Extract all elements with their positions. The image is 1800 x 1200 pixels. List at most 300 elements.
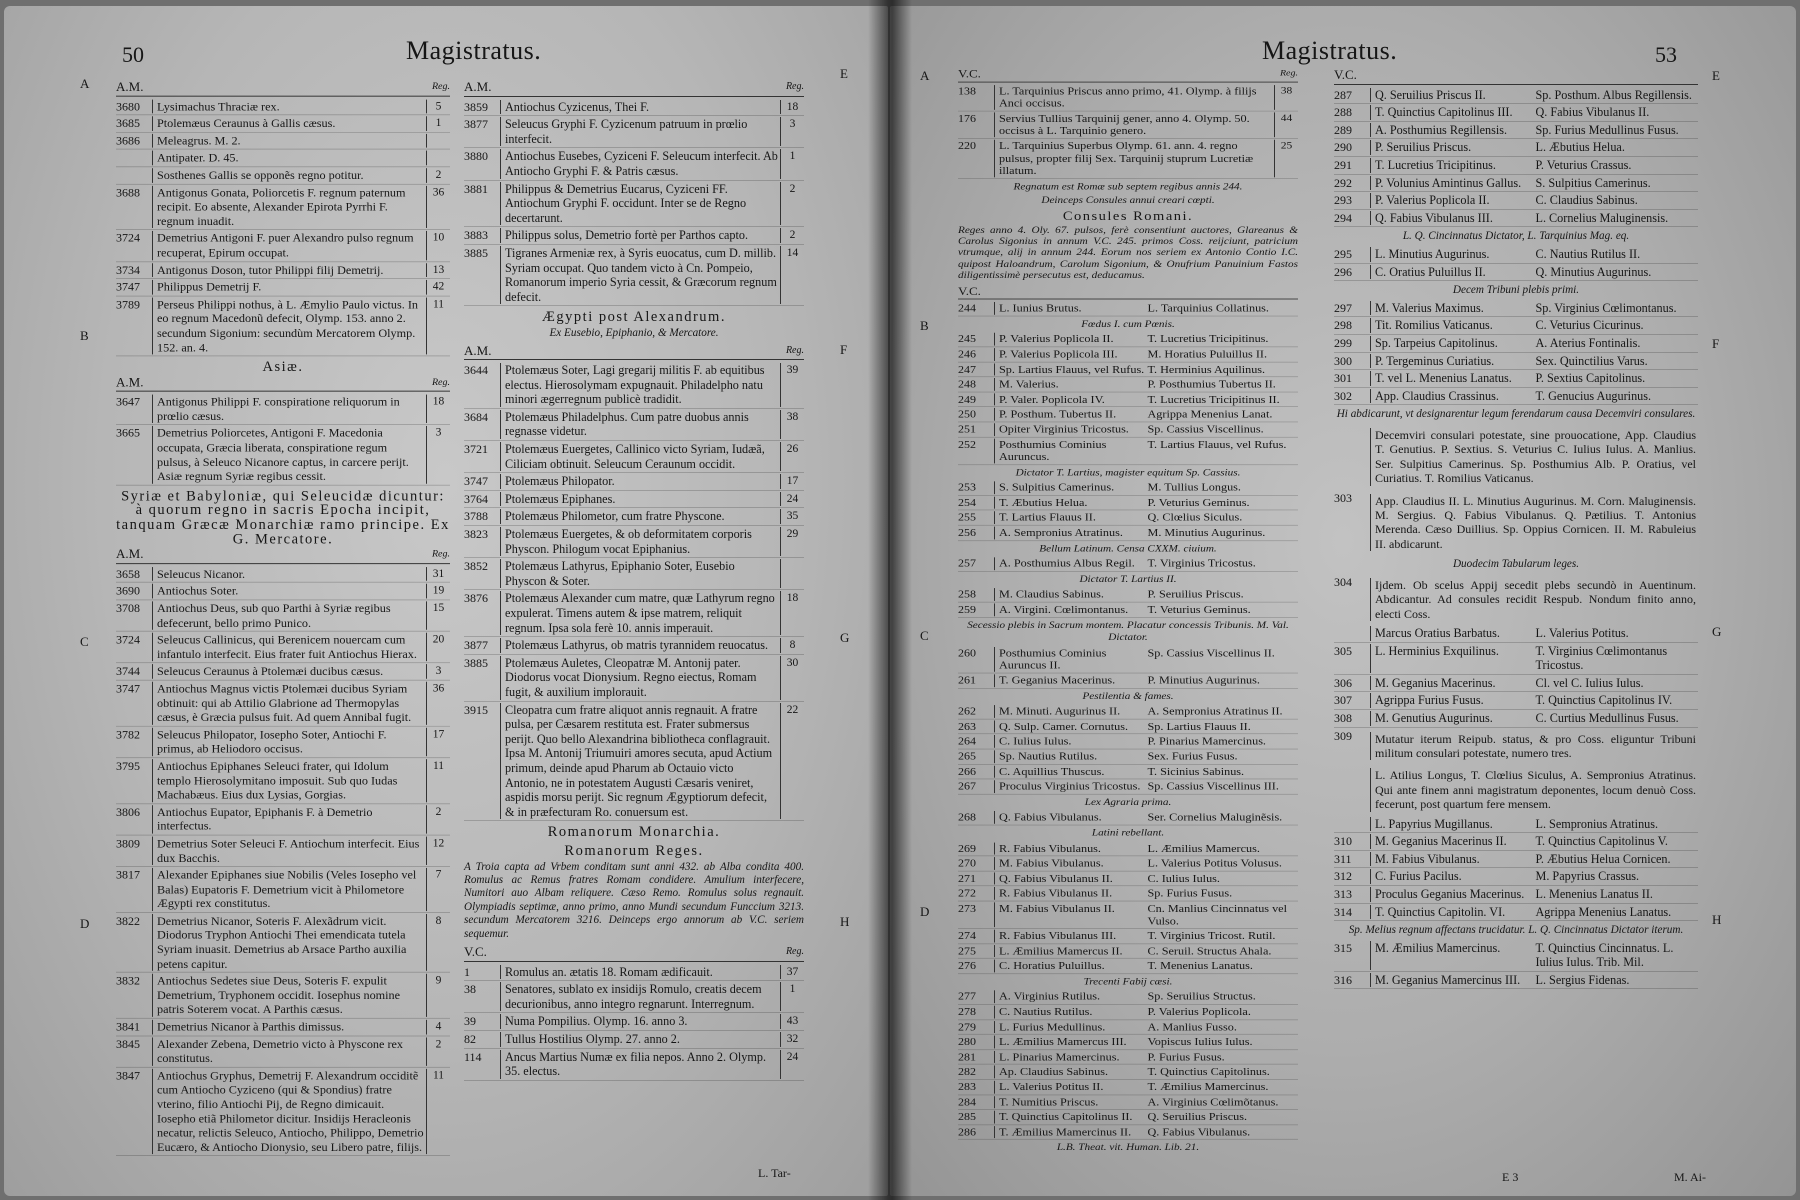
- year-cell: 3644: [464, 363, 488, 378]
- table-row: [116, 835, 450, 867]
- right-column-1: [958, 68, 1298, 1156]
- consul-pair: [1370, 941, 1698, 970]
- consul-pair: [994, 857, 1298, 869]
- year-cell: 297: [1334, 300, 1352, 315]
- table-header: [116, 376, 450, 392]
- consul-b: L. Cornelius Maluginensis.: [1535, 210, 1669, 225]
- consul-row: [958, 407, 1298, 422]
- consul-b: C. Curtius Medullinus Fusus.: [1535, 710, 1679, 725]
- reign-years: 25: [1274, 140, 1298, 177]
- entry-text: Ptolemæus Auletes, Cleopatræ M. Antonij pater. Diodorus vocat Dionysium. Regno eiectus, Romam fugit, & auxilium implorauit.: [500, 656, 780, 700]
- consul-pair: [994, 423, 1298, 435]
- centred-remark: Trecenti Fabij cæsi.: [1083, 976, 1173, 987]
- consul-a: Q. Fabius Vibulanus.: [999, 811, 1102, 824]
- consul-pair: [994, 872, 1298, 884]
- year-cell: [1334, 765, 1370, 814]
- footnote: L.B. Theat. vit. Human. Lib. 21.: [1056, 1142, 1200, 1153]
- year-cell: 312: [1334, 869, 1352, 884]
- entry-text: Alexander Zebena, Demetrio victo à Physcone rex constitutus.: [152, 1037, 426, 1066]
- consul-b: T. Lartius Flauus, vel Rufus.: [1147, 438, 1287, 451]
- consul-row: [1334, 868, 1698, 886]
- margin-letter: D: [920, 904, 930, 919]
- consul-row: [958, 704, 1298, 719]
- table-row: [116, 973, 450, 1019]
- consul-row: [958, 332, 1298, 347]
- consul-a: T. Geganius Macerinus.: [999, 674, 1116, 687]
- consul-pair: [1370, 88, 1698, 103]
- consul-pair: [994, 902, 1298, 927]
- reign-label: Reg.: [431, 80, 450, 92]
- reign-label: Reg.: [431, 376, 450, 388]
- margin-letter: A: [80, 76, 90, 91]
- consul-b: M. Tullius Longus.: [1147, 481, 1241, 494]
- reign-years: 22: [780, 703, 804, 820]
- consul-pair: [1370, 905, 1698, 920]
- consul-b: Q. Seruilius Priscus.: [1147, 1110, 1248, 1123]
- reign-years: 36: [426, 682, 450, 725]
- catchword: M. Ai-: [1674, 1170, 1707, 1184]
- consul-a: C. Furius Pacilus.: [1375, 869, 1462, 884]
- consul-b: T. Virginius Cœlimontanus Tricostus.: [1535, 643, 1668, 673]
- year-cell: 298: [1334, 318, 1352, 333]
- consul-row: [1334, 940, 1698, 972]
- reign-years: 36: [426, 185, 450, 228]
- table-row: [116, 758, 450, 804]
- table-row: [464, 491, 804, 509]
- consul-row: [958, 780, 1298, 795]
- reign-years: 12: [426, 836, 450, 865]
- reign-years: 18: [426, 395, 450, 424]
- centred-remark: Duodecim Tabularum leges.: [1452, 558, 1580, 571]
- consul-b: C. Claudius Sabinus.: [1535, 193, 1638, 208]
- table-row: [464, 1013, 804, 1031]
- consul-a: L. Furius Medullinus.: [999, 1020, 1106, 1033]
- centred-remark: Hi abdicarunt, vt designarentur legum ferendarum causa Decemviri consulares.: [1336, 408, 1696, 421]
- consul-a: M. Geganius Macerinus.: [1375, 675, 1496, 690]
- consul-a: T. Lucretius Tricipitinus.: [1375, 157, 1496, 172]
- consul-pair: [994, 1126, 1298, 1138]
- year-cell: 281: [958, 1050, 976, 1063]
- prose-entry: [1334, 728, 1698, 765]
- year-cell: 307: [1334, 693, 1352, 708]
- reign-years: 30: [780, 656, 804, 700]
- table-row: [116, 1019, 450, 1036]
- consul-b: L. Menenius Lanatus II.: [1535, 886, 1653, 901]
- entry-text: Philippus Demetrij F.: [152, 280, 426, 294]
- consul-a: L. Minutius Augurinus.: [1375, 246, 1490, 261]
- entry-text: Antipater. D. 45.: [152, 151, 426, 165]
- year-cell: 3822: [116, 913, 140, 928]
- year-cell: 3859: [464, 99, 488, 114]
- consul-row: [958, 496, 1298, 511]
- table-row: [464, 409, 804, 441]
- year-cell: 296: [1334, 264, 1352, 279]
- consul-row: [1334, 353, 1698, 371]
- consul-a: Sp. Nautius Rutilus.: [999, 750, 1098, 763]
- reign-years: 4: [426, 1020, 450, 1034]
- consul-b: A. Sempronius Atratinus II.: [1147, 705, 1283, 718]
- consul-b: P. Posthumius Tubertus II.: [1147, 378, 1276, 391]
- consul-row: [1334, 104, 1698, 122]
- year-cell: 249: [958, 393, 976, 406]
- year-cell: [116, 168, 152, 182]
- reign-years: 3: [780, 117, 804, 146]
- consul-a: C. Horatius Puluillus.: [999, 959, 1105, 972]
- consul-pair: [994, 393, 1298, 405]
- entry-text: Meleagrus. M. 2.: [152, 134, 426, 148]
- centred-remark: Deinceps Consules annui creari cœpti.: [1041, 195, 1215, 206]
- consul-a: Proculus Geganius Macerinus.: [1375, 886, 1525, 901]
- consul-pair: [1370, 834, 1698, 849]
- consul-row: [1334, 886, 1698, 904]
- consul-pair: [994, 887, 1298, 899]
- table-row: [958, 111, 1298, 138]
- consul-row: [1334, 175, 1698, 193]
- right-page: [890, 6, 1796, 1196]
- consul-pair: [994, 960, 1298, 972]
- consul-a: Q. Fabius Vibulanus II.: [999, 872, 1113, 885]
- year-cell: 3832: [116, 974, 140, 988]
- consul-a: Sp. Lartius Flauus, vel Rufus.: [999, 363, 1145, 376]
- consul-a: T. Quinctius Capitolin. VI.: [1375, 904, 1506, 919]
- consul-a: C. Iulius Iulus.: [999, 735, 1072, 748]
- consul-row: [958, 734, 1298, 749]
- table-header: [116, 80, 450, 96]
- reign-years: 2: [426, 1037, 450, 1066]
- consul-b: T. Quinctius Capitolinus IV.: [1535, 693, 1673, 708]
- year-cell: 274: [958, 929, 976, 942]
- entry-text: Antiochus Magnus victis Ptolemæi ducibus Syriam obtinuit: qui ab Attilio Glabrione ad Thermopylas cæsus, è Græcia pulsus fuit. Ad quem Annibal fugit.: [152, 682, 426, 725]
- consul-b: P. Sextius Capitolinus.: [1535, 371, 1646, 386]
- consul-pair: [994, 765, 1298, 777]
- consul-pair: [994, 302, 1298, 314]
- consul-a: P. Valerius Poplicola II.: [999, 333, 1114, 345]
- reign-years: 44: [1274, 112, 1298, 137]
- consul-row: [958, 841, 1298, 856]
- consul-row: [1334, 904, 1698, 922]
- reign-years: 2: [426, 168, 450, 182]
- table-row: [464, 116, 804, 148]
- margin-letter: H: [1712, 912, 1722, 927]
- consul-a: L. Herminius Exquilinus.: [1375, 643, 1499, 658]
- year-cell: 248: [958, 378, 976, 391]
- year-cell: 264: [958, 735, 976, 748]
- reign-years: 29: [780, 527, 804, 556]
- consul-b: A. Manlius Fusso.: [1147, 1020, 1237, 1033]
- year-cell: 176: [958, 112, 976, 125]
- year-cell: 3686: [116, 133, 140, 148]
- consul-row: [1334, 625, 1698, 643]
- entry-text: Servius Tullius Tarquinij gener, anno 4. Olymp. 50. occisus à L. Tarquinio genero.: [994, 112, 1274, 137]
- consul-row: [958, 481, 1298, 496]
- consul-a: M. Valerius.: [999, 378, 1059, 391]
- consul-row: [958, 392, 1298, 407]
- consul-a: Agrippa Furius Fusus.: [1375, 693, 1484, 708]
- entry-text: Antigonus Gonata, Poliorcetis F. regnum paternum recipit. Eo absente, Alexander Epirota Pyrrhi F. regnum inuadit.: [152, 185, 426, 228]
- consul-pair: [1370, 211, 1698, 226]
- consul-pair: [994, 482, 1298, 494]
- entry-text: Tullus Hostilius Olymp. 27. anno 2.: [500, 1032, 780, 1047]
- reign-label: Reg.: [1279, 68, 1298, 79]
- consul-a: P. Valer. Poplicola IV.: [999, 393, 1105, 406]
- consul-row: [1334, 370, 1698, 388]
- section-heading: Syriæ et Babyloniæ, qui Seleucidæ dicuntur: à quorum regno in sacris Epocha incipit, tanquam Græcæ Monarchiæ ramo principe. Ex G. Mercatore.: [116, 488, 450, 548]
- reign-years: 13: [426, 263, 450, 277]
- consul-pair: [994, 512, 1298, 524]
- prose-text: Decemviri consulari potestate, sine prouocatione, App. Claudius T. Genutius. P. Sextius. S. Veturius C. Iulius Iulus. A. Manlius. Ser. Sulpitius Camerinus. Sp. Posthumius Alb. P. Oratius, vel Curiatius. T. Romilius Vaticanus.: [1370, 428, 1698, 486]
- consul-a: P. Valerius Poplicola III.: [999, 348, 1118, 361]
- year-cell: 3724: [116, 632, 140, 647]
- year-cell: 38: [464, 982, 476, 997]
- consul-row: [1334, 300, 1698, 318]
- consul-pair: [994, 705, 1298, 717]
- year-cell: 280: [958, 1035, 976, 1048]
- year-cell: 244: [958, 302, 976, 315]
- consul-a: M. Minuti. Augurinus II.: [999, 705, 1121, 718]
- consul-row: [1334, 833, 1698, 851]
- consul-b: L. Valerius Potitus Volusus.: [1147, 857, 1282, 870]
- consul-a: M. Fabius Vibulanus.: [999, 857, 1104, 870]
- consul-a: M. Genutius Augurinus.: [1375, 710, 1493, 725]
- table-row: [464, 181, 804, 228]
- consul-pair: [994, 1036, 1298, 1048]
- prose-entry: [1334, 764, 1698, 815]
- year-cell: 3883: [464, 228, 488, 243]
- year-cell: 3782: [116, 727, 140, 742]
- reign-years: 7: [426, 868, 450, 911]
- consul-a: A. Posthumius Albus Regil.: [999, 557, 1135, 570]
- consul-a: Ap. Claudius Sabinus.: [999, 1065, 1109, 1078]
- right-column-2: [1334, 68, 1698, 989]
- consul-row: [958, 437, 1298, 464]
- year-cell: 270: [958, 857, 976, 870]
- entry-text: Seleucus Gryphi F. Cyzicenum patruum in prœlio interfecit.: [500, 117, 780, 146]
- prose-text: Mutatur iterum Reipub. status, & pro Coss. eliguntur Tribuni militum consulari potestate, numero tres.: [1370, 732, 1698, 761]
- table-row: [464, 245, 804, 306]
- table-row: [958, 139, 1298, 179]
- year-cell: 279: [958, 1020, 976, 1033]
- era-label: V.C.: [958, 284, 981, 298]
- reign-years: 31: [426, 567, 450, 581]
- reign-years: 11: [426, 297, 450, 354]
- reign-years: 24: [780, 1050, 804, 1079]
- entry-text: Alexander Epiphanes siue Nobilis (Veles Iosepho vel Balas) Eupatoris F. Demetrium vicit à Philometore Ægypti rex constitutus.: [152, 868, 426, 911]
- consul-pair: [994, 1096, 1298, 1108]
- consul-b: Sp. Cassius Viscellinus II.: [1147, 646, 1275, 659]
- consul-row: [1334, 710, 1698, 728]
- year-cell: 267: [958, 780, 976, 793]
- entry-text: Antiochus Soter.: [152, 584, 426, 598]
- consul-a: P. Volunius Amintinus Gallus.: [1375, 175, 1522, 190]
- year-cell: 247: [958, 363, 976, 376]
- consul-pair: [994, 945, 1298, 957]
- table-header: [1334, 68, 1698, 85]
- consul-b: Ser. Cornelius Maluginẽsis.: [1147, 811, 1283, 824]
- consul-a: Opiter Virginius Tricostus.: [999, 423, 1129, 436]
- consul-pair: [994, 1081, 1298, 1093]
- year-cell: 3690: [116, 584, 140, 598]
- era-label: A.M.: [116, 546, 144, 562]
- consul-b: Vopiscus Iulius Iulus.: [1147, 1035, 1253, 1048]
- consul-a: T. Quinctius Capitolinus III.: [1375, 105, 1513, 120]
- prose-entry: [1334, 574, 1698, 625]
- consul-pair: [1370, 318, 1698, 333]
- year-cell: 246: [958, 348, 976, 361]
- reign-years: 5: [426, 99, 450, 113]
- left-column-2: [464, 80, 804, 1081]
- consul-row: [958, 886, 1298, 901]
- signature-mark: E 3: [1502, 1170, 1519, 1184]
- consul-pair: [1370, 887, 1698, 902]
- consul-pair: [994, 408, 1298, 420]
- consul-row: [958, 588, 1298, 603]
- consul-row: [958, 301, 1298, 316]
- year-cell: [1334, 817, 1370, 832]
- consul-row: [1334, 192, 1698, 210]
- year-cell: 245: [958, 333, 976, 345]
- reign-years: 39: [780, 363, 804, 407]
- year-cell: 138: [958, 84, 976, 97]
- year-cell: 316: [1334, 972, 1352, 987]
- consul-pair: [1370, 371, 1698, 386]
- margin-letter: B: [920, 318, 929, 333]
- consul-pair: [1370, 354, 1698, 369]
- era-label: V.C.: [1334, 67, 1357, 82]
- consul-row: [1334, 87, 1698, 105]
- consul-row: [958, 422, 1298, 437]
- consul-row: [1334, 317, 1698, 335]
- table-row: [116, 133, 450, 150]
- consul-pair: [994, 333, 1298, 345]
- year-cell: 220: [958, 139, 976, 152]
- entry-text: Tigranes Armeniæ rex, à Syris euocatus, cum D. millib. Syriam occupat. Quo tandem victo à Cn. Pompeio, Romanorum imperio Syria cessit, & Græcorum regnum defecit.: [500, 246, 780, 304]
- section-heading: Asiæ.: [262, 359, 304, 376]
- consul-a: L. Æmilius Mamercus II.: [999, 944, 1123, 957]
- consul-a: S. Sulpitius Camerinus.: [999, 481, 1115, 494]
- year-cell: 283: [958, 1080, 976, 1093]
- entry-text: Ptolemæus Philometor, cum fratre Physcone.: [500, 509, 780, 524]
- consul-pair: [994, 1021, 1298, 1033]
- entry-text: Senatores, sublato ex insidijs Romulo, creatis decem decurionibus, anno integro regnarunt. Interregnum.: [500, 982, 780, 1011]
- consul-row: [958, 1050, 1298, 1065]
- margin-letter: G: [840, 630, 850, 645]
- consul-b: T. Virginius Tricost. Rutil.: [1147, 929, 1276, 942]
- year-cell: 305: [1334, 643, 1352, 658]
- year-cell: 315: [1334, 940, 1352, 955]
- consul-b: P. Veturius Crassus.: [1535, 157, 1632, 172]
- table-row: [464, 558, 804, 590]
- year-cell: 313: [1334, 886, 1352, 901]
- consul-a: M. Æmilius Mamercinus.: [1375, 940, 1501, 955]
- consul-pair: [994, 348, 1298, 360]
- year-cell: 289: [1334, 122, 1352, 137]
- entry-text: Ancus Martius Numæ ex filia nepos. Anno 2. Olymp. 35. electus.: [500, 1050, 780, 1079]
- centred-remark: Fœdus I. cum Pœnis.: [1081, 318, 1175, 330]
- table-row: [958, 84, 1298, 111]
- table-row: [464, 702, 804, 822]
- consul-row: [1334, 692, 1698, 710]
- reign-label: Reg.: [785, 344, 804, 356]
- year-cell: [1334, 626, 1370, 641]
- consul-a: Q. Seruilius Priscus II.: [1375, 87, 1486, 102]
- consul-pair: [994, 527, 1298, 539]
- year-cell: 3721: [464, 442, 488, 457]
- reign-years: 1: [426, 116, 450, 130]
- reign-years: 3: [426, 426, 450, 483]
- reign-years: [426, 151, 450, 165]
- consul-a: P. Tergeminus Curiatius.: [1375, 353, 1495, 368]
- reign-years: 2: [780, 182, 804, 226]
- consul-row: [958, 1020, 1298, 1035]
- consul-a: T. Æbutius Helua.: [999, 496, 1088, 509]
- centred-remark: L. Q. Cincinnatus Dictator, L. Tarquinius Mag. eq.: [1402, 230, 1630, 243]
- year-cell: 311: [1334, 851, 1352, 866]
- consul-row: [958, 377, 1298, 392]
- left-running-head: Magistratus.: [406, 36, 542, 65]
- table-row: [464, 227, 804, 245]
- table-row: [116, 296, 450, 356]
- year-cell: 306: [1334, 675, 1352, 690]
- catchword: L. Tar-: [758, 1166, 791, 1180]
- year-cell: 282: [958, 1065, 976, 1078]
- year-cell: 291: [1334, 157, 1352, 172]
- year-cell: 255: [958, 511, 976, 524]
- consul-a: R. Fabius Vibulanus II.: [999, 887, 1113, 900]
- year-cell: 3680: [116, 99, 140, 113]
- table-row: [464, 526, 804, 558]
- consul-pair: [1370, 817, 1698, 832]
- consul-b: T. Veturius Geminus.: [1147, 603, 1251, 616]
- centred-remark: Dictator T. Lartius, magister equitum Sp. Cassius.: [1015, 467, 1241, 478]
- consul-b: Sp. Furius Medullinus Fusus.: [1535, 122, 1679, 137]
- consul-pair: [994, 647, 1298, 672]
- year-cell: 3915: [464, 702, 488, 717]
- entry-text: Demetrius Soter Seleuci F. Antiochum interfecit. Eius dux Bacchis.: [152, 836, 426, 865]
- entry-text: Ptolemæus Lathyrus, ob matris tyrannidem reuocatus.: [500, 638, 780, 653]
- reign-years: 35: [780, 509, 804, 524]
- entry-text: L. Tarquinius Priscus anno primo, 41. Olymp. à filijs Anci occisus.: [994, 85, 1274, 110]
- consul-pair: [1370, 247, 1698, 262]
- consul-b: Sp. Posthum. Albus Regillensis.: [1535, 87, 1692, 102]
- consul-a: M. Fabius Vibulanus II.: [999, 902, 1115, 915]
- consul-row: [958, 944, 1298, 959]
- consul-pair: [1370, 693, 1698, 708]
- consul-b: Cl. vel C. Iulius Iulus.: [1535, 675, 1644, 690]
- consul-pair: [1370, 265, 1698, 280]
- table-row: [464, 148, 804, 180]
- reign-years: 2: [426, 805, 450, 834]
- consul-pair: [1370, 644, 1698, 673]
- consul-pair: [1370, 158, 1698, 173]
- consul-a: L. Pinarius Mamercinus.: [999, 1050, 1120, 1063]
- year-cell: 251: [958, 423, 976, 436]
- reign-years: 8: [780, 638, 804, 653]
- section-heading: Romanorum Reges.: [564, 842, 704, 859]
- year-cell: 3764: [464, 491, 488, 506]
- table-row: [116, 600, 450, 632]
- table-row: [464, 964, 804, 982]
- entry-text: Antiochus Cyzicenus, Thei F.: [500, 100, 780, 115]
- consul-row: [958, 646, 1298, 673]
- consul-row: [1334, 972, 1698, 990]
- entry-text: Seleucus Callinicus, qui Berenicem nouercam cum infantulo interfecit. Eius frater fuit Antiochus Hierax.: [152, 633, 426, 662]
- era-label: A.M.: [464, 342, 492, 358]
- year-cell: 295: [1334, 246, 1352, 261]
- table-row: [116, 1036, 450, 1068]
- entry-text: Seleucus Nicanor.: [152, 567, 426, 581]
- table-header: [464, 80, 804, 97]
- reign-years: 9: [426, 974, 450, 1017]
